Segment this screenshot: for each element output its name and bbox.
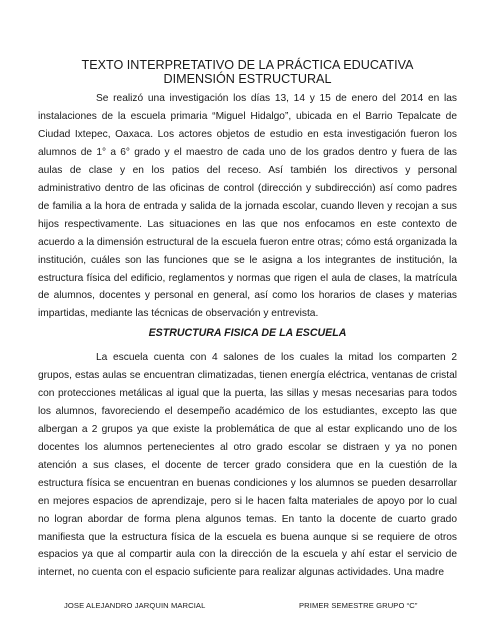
intro-paragraph: Se realizó una investigación los días 13, 14 y 15 de enero del 2014 en las instalaciones de la escuela primaria “Miguel Hidalgo”, ubicada en el Barrio Tepalcate de Ciudad Ixtepec, Oaxaca. Los actores objetos de estudio en esta investigación fueron los alumnos de 1° a 6° grado y el maestro de cada uno de los grados dentro y fuera de las aulas de clase y en los patios del receso. Así también los directivos y personal administrativo dentro de las oficinas de control (dirección y subdirección) así como padres de familia a la hora de entrada y salida de la jornada escolar, cuando lleven y recojan a sus hijos respectivamente. Las situaciones en las que nos enfocamos en este contexto de acuerdo a la dimensión estructural de la escuela fueron entre otras; cómo está organizada la institución, cuáles son las funciones que se le asigna a los integrantes de institución, la estructura física del edificio, reglamentos y normas que rigen el aula de clases, la matrícula de alumnos, docentes y personal en general, así como los horarios de clases y materias impartidas, mediante las técnicas de observación y entrevista. <box>38 93 457 320</box>
structure-paragraph: La escuela cuenta con 4 salones de los cuales la mitad los comparten 2 grupos, estas aulas se encuentran climatizadas, tienen energía eléctrica, ventanas de cristal con protecciones metálicas al igual que la puerta, las sillas y mesas necesarias para todos los alumnos, favoreciendo el desempeño académico de los estudiantes, excepto las que albergan a 2 grupos ya que existe la problemática de que al estar explicando uno de los docentes los alumnos pertenecientes al otro grado escolar se distraen y ya no ponen atención a sus clases, el docente de tercer grado considera que en la cuestión de la estructura física se encuentran en buenas condiciones y los alumnos se pueden desarrollar en mejores espacios de aprendizaje, pero si le hacen falta materiales de apoyo por lo cual no logran abordar de forma plena algunos temas. En tanto la docente de cuarto grado manifiesta que la estructura física de la escuela es buena aunque si se requiere de otros espacios ya que al compartir aula con la dirección de la escuela y ahí estar el servicio de internet, no cuenta con el espacio suficiente para realizar algunas actividades. Una madre <box>38 352 457 579</box>
footer-course: PRIMER SEMESTRE GRUPO “C” <box>299 601 418 610</box>
title-line-1: TEXTO INTERPRETATIVO DE LA PRÁCTICA EDUCATIVA <box>81 58 414 72</box>
title-line-2: DIMENSIÓN ESTRUCTURAL <box>163 72 332 86</box>
footer-author: JOSE ALEJANDRO JARQUIN MARCIAL <box>64 601 206 610</box>
document-title <box>40 58 455 86</box>
section-heading: ESTRUCTURA FISICA DE LA ESCUELA <box>148 327 347 339</box>
